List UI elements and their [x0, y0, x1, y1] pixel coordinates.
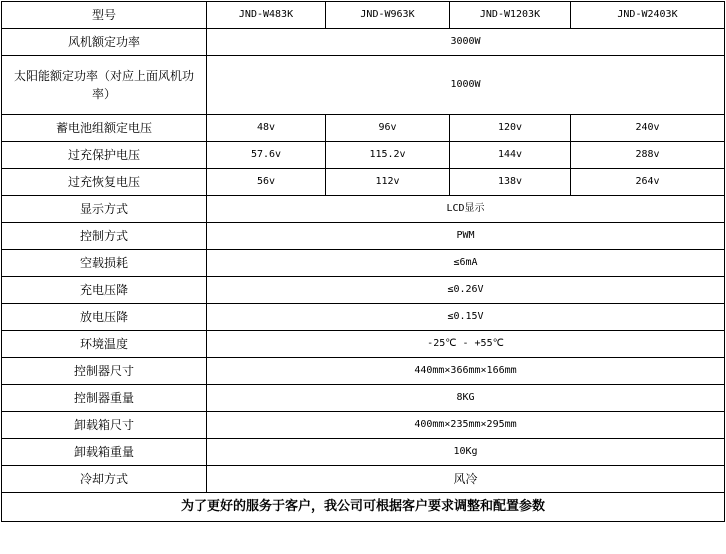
row-label: 卸载箱重量 — [2, 439, 207, 466]
table-row — [2, 439, 725, 466]
row-value: 风冷 — [207, 466, 725, 493]
row-value: 144v — [450, 142, 571, 169]
row-label: 蓄电池组额定电压 — [2, 115, 207, 142]
row-value: ≤0.15V — [207, 304, 725, 331]
row-label: 空载损耗 — [2, 250, 207, 277]
table-row — [2, 277, 725, 304]
row-value: 57.6v — [207, 142, 326, 169]
table-row — [2, 223, 725, 250]
row-label: 过充保护电压 — [2, 142, 207, 169]
row-label: 过充恢复电压 — [2, 169, 207, 196]
row-value: 115.2v — [326, 142, 450, 169]
row-label: 冷却方式 — [2, 466, 207, 493]
row-value: 96v — [326, 115, 450, 142]
model-cell-1: JND-W483K — [207, 2, 326, 29]
row-value: ≤0.26V — [207, 277, 725, 304]
table-row — [2, 56, 725, 115]
table-row — [2, 331, 725, 358]
row-label: 放电压降 — [2, 304, 207, 331]
row-value: 288v — [571, 142, 725, 169]
row-value: 240v — [571, 115, 725, 142]
row-label: 控制器重量 — [2, 385, 207, 412]
row-label: 风机额定功率 — [2, 29, 207, 56]
row-value: ≤6mA — [207, 250, 725, 277]
row-label: 环境温度 — [2, 331, 207, 358]
table-row — [2, 466, 725, 493]
row-value: 10Kg — [207, 439, 725, 466]
row-value: 120v — [450, 115, 571, 142]
table-row — [2, 358, 725, 385]
row-value: 138v — [450, 169, 571, 196]
row-value: 3000W — [207, 29, 725, 56]
row-label: 卸载箱尺寸 — [2, 412, 207, 439]
spec-table — [1, 1, 725, 522]
table-row — [2, 169, 725, 196]
table-row — [2, 142, 725, 169]
row-value: 440mm×366mm×166mm — [207, 358, 725, 385]
model-cell-2: JND-W963K — [326, 2, 450, 29]
table-row — [2, 385, 725, 412]
row-value: 400mm×235mm×295mm — [207, 412, 725, 439]
row-label: 充电压降 — [2, 277, 207, 304]
row-value: 264v — [571, 169, 725, 196]
table-row — [2, 29, 725, 56]
row-value: LCD显示 — [207, 196, 725, 223]
row-label: 太阳能额定功率（对应上面风机功率） — [2, 56, 207, 115]
row-value: 56v — [207, 169, 326, 196]
model-cell-3: JND-W1203K — [450, 2, 571, 29]
table-row-header — [2, 2, 725, 29]
table-row-footer — [2, 493, 725, 522]
row-value: -25℃ - +55℃ — [207, 331, 725, 358]
footer-note: 为了更好的服务于客户，我公司可根据客户要求调整和配置参数 — [2, 493, 725, 522]
row-label: 控制器尺寸 — [2, 358, 207, 385]
table-row — [2, 250, 725, 277]
row-value: 112v — [326, 169, 450, 196]
model-label-cell: 型号 — [2, 2, 207, 29]
table-row — [2, 115, 725, 142]
model-cell-4: JND-W2403K — [571, 2, 725, 29]
row-value: PWM — [207, 223, 725, 250]
row-value: 48v — [207, 115, 326, 142]
table-row — [2, 196, 725, 223]
table-row — [2, 412, 725, 439]
row-label: 显示方式 — [2, 196, 207, 223]
row-label: 控制方式 — [2, 223, 207, 250]
row-value: 1000W — [207, 56, 725, 115]
row-value: 8KG — [207, 385, 725, 412]
table-row — [2, 304, 725, 331]
